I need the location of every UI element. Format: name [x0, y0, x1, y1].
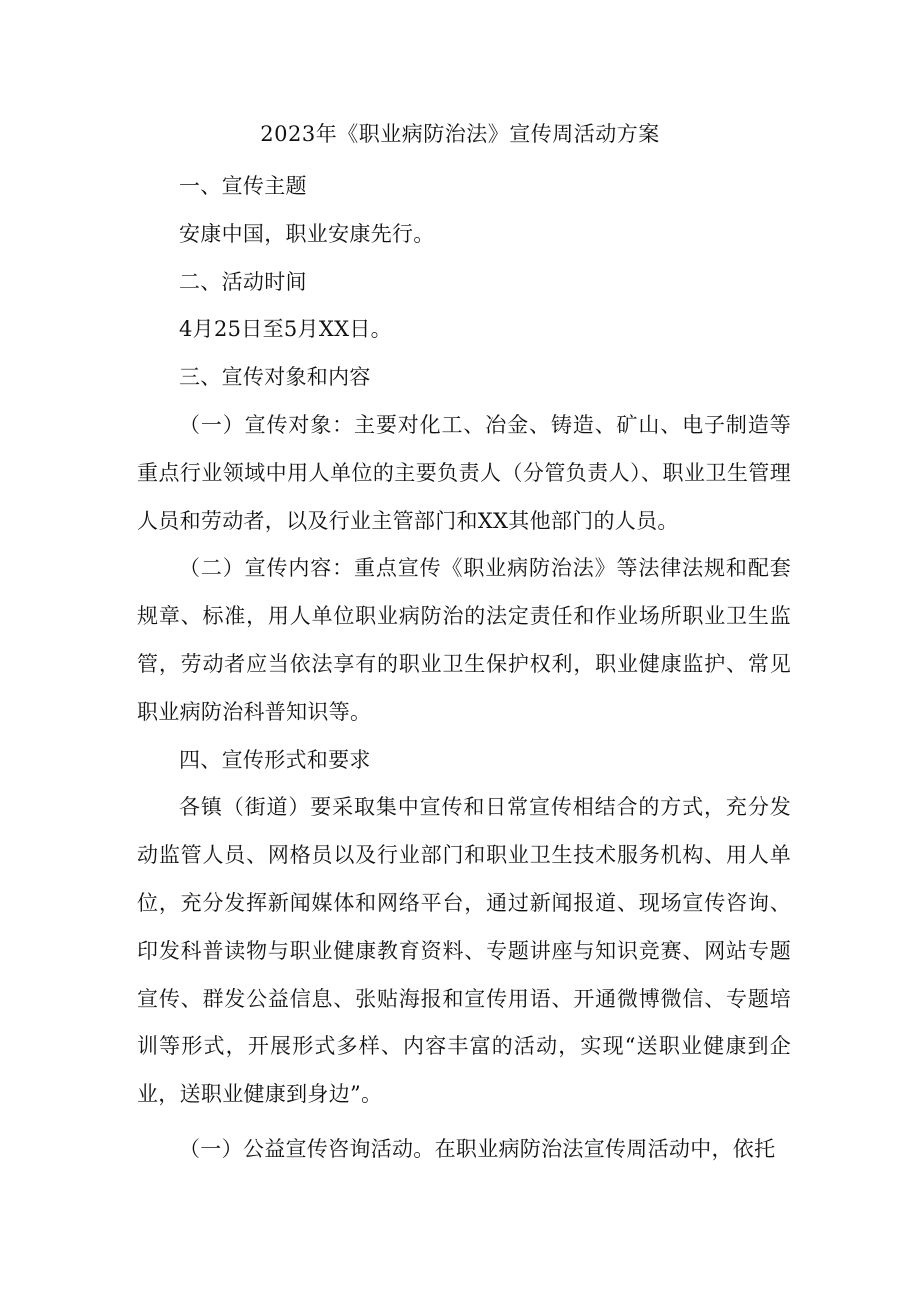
- document-title: 2023年《职业病防治法》宣传周活动方案: [260, 122, 660, 146]
- paragraph-format: 各镇（街道）要采取集中宣传和日常宣传相结合的方式，充分发动监管人员、网格员以及行业部门和职业卫生技术服务机构、用人单位，充分发挥新闻媒体和网络平台，通过新闻报道、现场宣传咨询、印发科普读物与职业健康教育资料、专题讲座与知识竞赛、网站专题宣传、群发公益信息、张贴海报和宣传用语、开通微博微信、专题培训等形式，开展形式多样、内容丰富的活动，实现“送职业健康到企业，送职业健康到身边”。: [137, 795, 791, 1107]
- document-body: [137, 163, 791, 1174]
- paragraph-audience: （一）宣传对象：主要对化工、冶金、铸造、矿山、电子制造等重点行业领域中用人单位的主要负责人（分管负责人）、职业卫生管理人员和劳动者，以及行业主管部门和XX其他部门的人员。: [137, 412, 791, 533]
- section-heading-theme: 一、宣传主题: [179, 174, 307, 198]
- paragraph-theme: 安康中国，职业安康先行。: [179, 221, 435, 246]
- paragraph-public-activity: （一）公益宣传咨询活动。在职业病防治法宣传周活动中，依托: [179, 1136, 776, 1161]
- paragraph-content: （二）宣传内容：重点宣传《职业病防治法》等法律法规和配套规章、标准，用人单位职业病防治的法定责任和作业场所职业卫生监管，劳动者应当依法享有的职业卫生保护权利，职业健康监护、常见职业病防治科普知识等。: [137, 556, 791, 724]
- section-heading-format: 四、宣传形式和要求: [179, 747, 371, 772]
- section-heading-time: 二、活动时间: [179, 269, 307, 294]
- paragraph-time: 4月25日至5月XX日。: [179, 317, 392, 342]
- section-heading-audience: 三、宣传对象和内容: [179, 365, 371, 390]
